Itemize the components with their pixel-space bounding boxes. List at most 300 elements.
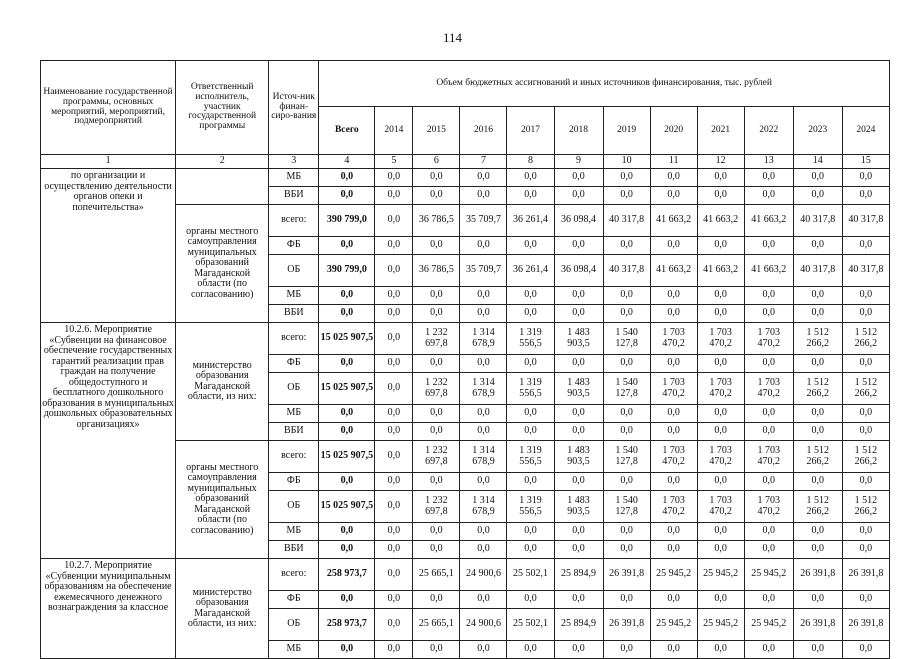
value-cell: 0,0 xyxy=(375,373,413,405)
value-cell: 0,0 xyxy=(507,169,554,187)
total-cell: 0,0 xyxy=(319,187,375,205)
value-cell: 0,0 xyxy=(554,287,603,305)
value-cell: 1 512 266,2 xyxy=(842,441,889,473)
value-cell: 0,0 xyxy=(842,355,889,373)
value-cell: 1 314 678,9 xyxy=(460,323,507,355)
header-amount: Объем бюджетных ассигнований и иных источников финансирования, тыс. рублей xyxy=(319,61,890,107)
funding-source: ФБ xyxy=(269,355,319,373)
value-cell: 0,0 xyxy=(460,237,507,255)
value-cell: 0,0 xyxy=(460,423,507,441)
value-cell: 25 945,2 xyxy=(650,609,697,641)
value-cell: 0,0 xyxy=(842,473,889,491)
column-number: 14 xyxy=(793,155,842,169)
header-year: 2024 xyxy=(842,107,889,155)
value-cell: 0,0 xyxy=(413,641,460,659)
header-name: Наименование государственной программы, основных мероприятий, мероприятий, подмероприятий xyxy=(41,61,176,155)
value-cell: 0,0 xyxy=(744,591,793,609)
value-cell: 1 512 266,2 xyxy=(793,323,842,355)
value-cell: 0,0 xyxy=(697,641,744,659)
budget-table xyxy=(40,60,890,659)
total-cell: 258 973,7 xyxy=(319,559,375,591)
value-cell: 1 703 470,2 xyxy=(697,323,744,355)
value-cell: 25 894,9 xyxy=(554,559,603,591)
value-cell: 0,0 xyxy=(507,355,554,373)
header-year: 2017 xyxy=(507,107,554,155)
funding-source: всего: xyxy=(269,205,319,237)
value-cell: 0,0 xyxy=(413,523,460,541)
value-cell: 0,0 xyxy=(507,287,554,305)
value-cell: 1 314 678,9 xyxy=(460,441,507,473)
value-cell: 0,0 xyxy=(793,355,842,373)
total-cell: 258 973,7 xyxy=(319,609,375,641)
funding-source: ФБ xyxy=(269,473,319,491)
header-year: 2019 xyxy=(603,107,650,155)
value-cell: 0,0 xyxy=(413,473,460,491)
table-row xyxy=(41,559,890,591)
column-number: 15 xyxy=(842,155,889,169)
value-cell: 0,0 xyxy=(793,423,842,441)
value-cell: 0,0 xyxy=(375,305,413,323)
header-executor: Ответственный исполнитель, участник государственной программы xyxy=(176,61,269,155)
value-cell: 0,0 xyxy=(603,187,650,205)
value-cell: 41 663,2 xyxy=(744,255,793,287)
value-cell: 0,0 xyxy=(744,169,793,187)
funding-source: всего: xyxy=(269,559,319,591)
value-cell: 0,0 xyxy=(842,523,889,541)
column-number: 5 xyxy=(375,155,413,169)
value-cell: 0,0 xyxy=(460,541,507,559)
value-cell: 0,0 xyxy=(793,591,842,609)
value-cell: 0,0 xyxy=(697,523,744,541)
value-cell: 25 945,2 xyxy=(744,559,793,591)
value-cell: 0,0 xyxy=(842,541,889,559)
column-number: 6 xyxy=(413,155,460,169)
value-cell: 0,0 xyxy=(650,591,697,609)
total-cell: 0,0 xyxy=(319,355,375,373)
total-cell: 0,0 xyxy=(319,237,375,255)
value-cell: 25 945,2 xyxy=(697,559,744,591)
value-cell: 0,0 xyxy=(375,541,413,559)
value-cell: 0,0 xyxy=(793,405,842,423)
value-cell: 0,0 xyxy=(842,641,889,659)
value-cell: 0,0 xyxy=(697,355,744,373)
total-cell: 0,0 xyxy=(319,473,375,491)
total-cell: 0,0 xyxy=(319,287,375,305)
value-cell: 0,0 xyxy=(842,187,889,205)
value-cell: 0,0 xyxy=(650,355,697,373)
value-cell: 1 703 470,2 xyxy=(697,441,744,473)
value-cell: 1 319 556,5 xyxy=(507,441,554,473)
header-year: 2014 xyxy=(375,107,413,155)
executor: министерство образования Магаданской области, из них: xyxy=(176,559,269,659)
funding-source: всего: xyxy=(269,441,319,473)
funding-source: ОБ xyxy=(269,609,319,641)
value-cell: 0,0 xyxy=(460,641,507,659)
value-cell: 0,0 xyxy=(507,423,554,441)
value-cell: 0,0 xyxy=(650,473,697,491)
value-cell: 0,0 xyxy=(697,169,744,187)
value-cell: 0,0 xyxy=(507,591,554,609)
value-cell: 0,0 xyxy=(793,305,842,323)
value-cell: 26 391,8 xyxy=(793,559,842,591)
value-cell: 0,0 xyxy=(375,255,413,287)
column-number: 12 xyxy=(697,155,744,169)
value-cell: 0,0 xyxy=(793,473,842,491)
value-cell: 0,0 xyxy=(650,641,697,659)
column-number: 11 xyxy=(650,155,697,169)
value-cell: 40 317,8 xyxy=(793,255,842,287)
value-cell: 0,0 xyxy=(460,523,507,541)
funding-source: МБ xyxy=(269,287,319,305)
column-number: 3 xyxy=(269,155,319,169)
value-cell: 0,0 xyxy=(554,473,603,491)
column-number: 4 xyxy=(319,155,375,169)
value-cell: 40 317,8 xyxy=(603,255,650,287)
total-cell: 390 799,0 xyxy=(319,205,375,237)
value-cell: 0,0 xyxy=(375,187,413,205)
value-cell: 1 319 556,5 xyxy=(507,373,554,405)
value-cell: 26 391,8 xyxy=(842,609,889,641)
value-cell: 40 317,8 xyxy=(842,255,889,287)
value-cell: 0,0 xyxy=(744,287,793,305)
executor: органы местного самоуправления муниципальных образований Магаданской области (по согласованию) xyxy=(176,205,269,323)
value-cell: 0,0 xyxy=(603,355,650,373)
value-cell: 0,0 xyxy=(554,541,603,559)
value-cell: 0,0 xyxy=(413,169,460,187)
value-cell: 0,0 xyxy=(460,591,507,609)
total-cell: 0,0 xyxy=(319,523,375,541)
value-cell: 25 665,1 xyxy=(413,559,460,591)
value-cell: 1 703 470,2 xyxy=(744,373,793,405)
value-cell: 0,0 xyxy=(842,287,889,305)
total-cell: 0,0 xyxy=(319,641,375,659)
value-cell: 0,0 xyxy=(793,641,842,659)
value-cell: 25 945,2 xyxy=(697,609,744,641)
value-cell: 1 703 470,2 xyxy=(697,373,744,405)
table-row xyxy=(41,323,890,355)
value-cell: 0,0 xyxy=(603,541,650,559)
value-cell: 0,0 xyxy=(554,355,603,373)
value-cell: 0,0 xyxy=(842,237,889,255)
value-cell: 1 319 556,5 xyxy=(507,491,554,523)
value-cell: 0,0 xyxy=(413,355,460,373)
header-year: 2021 xyxy=(697,107,744,155)
value-cell: 41 663,2 xyxy=(650,255,697,287)
value-cell: 1 512 266,2 xyxy=(793,491,842,523)
value-cell: 0,0 xyxy=(413,541,460,559)
value-cell: 25 945,2 xyxy=(650,559,697,591)
funding-source: ФБ xyxy=(269,591,319,609)
value-cell: 41 663,2 xyxy=(650,205,697,237)
funding-source: всего: xyxy=(269,323,319,355)
column-number: 8 xyxy=(507,155,554,169)
value-cell: 1 483 903,5 xyxy=(554,373,603,405)
value-cell: 1 703 470,2 xyxy=(650,373,697,405)
value-cell: 41 663,2 xyxy=(697,255,744,287)
value-cell: 1 703 470,2 xyxy=(744,441,793,473)
value-cell: 0,0 xyxy=(744,305,793,323)
value-cell: 0,0 xyxy=(697,287,744,305)
column-number: 9 xyxy=(554,155,603,169)
value-cell: 0,0 xyxy=(507,237,554,255)
column-number: 7 xyxy=(460,155,507,169)
value-cell: 0,0 xyxy=(413,187,460,205)
value-cell: 0,0 xyxy=(697,187,744,205)
value-cell: 0,0 xyxy=(554,169,603,187)
value-cell: 26 391,8 xyxy=(603,559,650,591)
value-cell: 1 703 470,2 xyxy=(650,491,697,523)
value-cell: 0,0 xyxy=(744,355,793,373)
value-cell: 0,0 xyxy=(744,423,793,441)
value-cell: 0,0 xyxy=(375,441,413,473)
value-cell: 0,0 xyxy=(697,541,744,559)
value-cell: 0,0 xyxy=(413,237,460,255)
value-cell: 0,0 xyxy=(744,641,793,659)
funding-source: ОБ xyxy=(269,255,319,287)
total-cell: 0,0 xyxy=(319,405,375,423)
value-cell: 0,0 xyxy=(842,169,889,187)
value-cell: 0,0 xyxy=(793,237,842,255)
value-cell: 0,0 xyxy=(375,523,413,541)
value-cell: 40 317,8 xyxy=(842,205,889,237)
value-cell: 0,0 xyxy=(650,523,697,541)
value-cell: 0,0 xyxy=(554,591,603,609)
value-cell: 0,0 xyxy=(650,423,697,441)
value-cell: 0,0 xyxy=(375,237,413,255)
value-cell: 0,0 xyxy=(554,305,603,323)
value-cell: 0,0 xyxy=(650,237,697,255)
value-cell: 0,0 xyxy=(744,237,793,255)
value-cell: 0,0 xyxy=(460,473,507,491)
value-cell: 1 319 556,5 xyxy=(507,323,554,355)
value-cell: 0,0 xyxy=(375,473,413,491)
value-cell: 0,0 xyxy=(697,405,744,423)
value-cell: 1 540 127,8 xyxy=(603,373,650,405)
page-number: 114 xyxy=(442,30,463,45)
value-cell: 0,0 xyxy=(554,237,603,255)
funding-source: ВБИ xyxy=(269,187,319,205)
value-cell: 0,0 xyxy=(744,473,793,491)
value-cell: 0,0 xyxy=(842,423,889,441)
funding-source: ФБ xyxy=(269,237,319,255)
value-cell: 0,0 xyxy=(507,473,554,491)
total-cell: 0,0 xyxy=(319,305,375,323)
funding-source: ОБ xyxy=(269,491,319,523)
value-cell: 0,0 xyxy=(603,423,650,441)
value-cell: 0,0 xyxy=(375,323,413,355)
value-cell: 0,0 xyxy=(603,237,650,255)
value-cell: 1 232 697,8 xyxy=(413,491,460,523)
value-cell: 1 540 127,8 xyxy=(603,441,650,473)
value-cell: 1 483 903,5 xyxy=(554,323,603,355)
value-cell: 25 502,1 xyxy=(507,609,554,641)
value-cell: 0,0 xyxy=(460,405,507,423)
executor: министерство образования Магаданской области, из них: xyxy=(176,323,269,441)
executor: органы местного самоуправления муниципальных образований Магаданской области (по согласованию) xyxy=(176,441,269,559)
value-cell: 0,0 xyxy=(460,355,507,373)
value-cell: 0,0 xyxy=(697,423,744,441)
value-cell: 0,0 xyxy=(744,405,793,423)
header-year: 2015 xyxy=(413,107,460,155)
value-cell: 26 391,8 xyxy=(603,609,650,641)
column-number: 13 xyxy=(744,155,793,169)
value-cell: 0,0 xyxy=(603,591,650,609)
value-cell: 0,0 xyxy=(697,591,744,609)
funding-source: МБ xyxy=(269,405,319,423)
value-cell: 0,0 xyxy=(793,523,842,541)
value-cell: 0,0 xyxy=(603,473,650,491)
value-cell: 1 703 470,2 xyxy=(744,491,793,523)
value-cell: 35 709,7 xyxy=(460,255,507,287)
value-cell: 0,0 xyxy=(375,169,413,187)
column-number: 2 xyxy=(176,155,269,169)
value-cell: 0,0 xyxy=(413,423,460,441)
value-cell: 0,0 xyxy=(375,591,413,609)
value-cell: 36 786,5 xyxy=(413,255,460,287)
value-cell: 40 317,8 xyxy=(603,205,650,237)
value-cell: 1 703 470,2 xyxy=(697,491,744,523)
funding-source: МБ xyxy=(269,641,319,659)
value-cell: 0,0 xyxy=(507,305,554,323)
column-number: 10 xyxy=(603,155,650,169)
value-cell: 1 703 470,2 xyxy=(650,323,697,355)
total-cell: 15 025 907,5 xyxy=(319,441,375,473)
value-cell: 40 317,8 xyxy=(793,205,842,237)
value-cell: 25 665,1 xyxy=(413,609,460,641)
header-year: 2022 xyxy=(744,107,793,155)
value-cell: 0,0 xyxy=(650,405,697,423)
value-cell: 0,0 xyxy=(697,237,744,255)
value-cell: 1 512 266,2 xyxy=(842,491,889,523)
value-cell: 0,0 xyxy=(460,169,507,187)
value-cell: 41 663,2 xyxy=(697,205,744,237)
value-cell: 0,0 xyxy=(413,305,460,323)
activity-name: 10.2.6. Мероприятие «Субвенции на финансовое обеспечение государственных гарантий реализации прав граждан на получение общедоступного и бесплатного дошкольного образования в муниципальных дошкольных образовательных организациях» xyxy=(41,323,176,559)
value-cell: 0,0 xyxy=(554,641,603,659)
total-cell: 0,0 xyxy=(319,169,375,187)
value-cell: 0,0 xyxy=(744,523,793,541)
value-cell: 1 512 266,2 xyxy=(842,323,889,355)
funding-source: ОБ xyxy=(269,373,319,405)
value-cell: 0,0 xyxy=(603,287,650,305)
value-cell: 0,0 xyxy=(650,187,697,205)
value-cell: 41 663,2 xyxy=(744,205,793,237)
value-cell: 0,0 xyxy=(375,405,413,423)
value-cell: 36 786,5 xyxy=(413,205,460,237)
value-cell: 0,0 xyxy=(842,405,889,423)
value-cell: 1 483 903,5 xyxy=(554,441,603,473)
executor xyxy=(176,169,269,205)
activity-name: по организации и осуществлению деятельности органов опеки и попечительства» xyxy=(41,169,176,323)
value-cell: 0,0 xyxy=(793,169,842,187)
value-cell: 0,0 xyxy=(507,541,554,559)
value-cell: 0,0 xyxy=(375,491,413,523)
value-cell: 1 232 697,8 xyxy=(413,441,460,473)
funding-source: МБ xyxy=(269,523,319,541)
value-cell: 0,0 xyxy=(650,305,697,323)
value-cell: 1 314 678,9 xyxy=(460,491,507,523)
header-year: 2023 xyxy=(793,107,842,155)
value-cell: 0,0 xyxy=(793,287,842,305)
value-cell: 0,0 xyxy=(375,355,413,373)
value-cell: 1 703 470,2 xyxy=(650,441,697,473)
value-cell: 0,0 xyxy=(603,523,650,541)
column-number: 1 xyxy=(41,155,176,169)
value-cell: 0,0 xyxy=(375,287,413,305)
value-cell: 0,0 xyxy=(603,641,650,659)
value-cell: 1 232 697,8 xyxy=(413,323,460,355)
value-cell: 0,0 xyxy=(842,591,889,609)
header-year: 2018 xyxy=(554,107,603,155)
value-cell: 1 512 266,2 xyxy=(793,441,842,473)
value-cell: 36 261,4 xyxy=(507,205,554,237)
value-cell: 0,0 xyxy=(603,305,650,323)
funding-source: ВБИ xyxy=(269,423,319,441)
value-cell: 0,0 xyxy=(460,305,507,323)
total-cell: 390 799,0 xyxy=(319,255,375,287)
value-cell: 1 314 678,9 xyxy=(460,373,507,405)
value-cell: 0,0 xyxy=(413,287,460,305)
value-cell: 0,0 xyxy=(507,641,554,659)
value-cell: 36 261,4 xyxy=(507,255,554,287)
value-cell: 25 894,9 xyxy=(554,609,603,641)
value-cell: 35 709,7 xyxy=(460,205,507,237)
table-row xyxy=(41,169,890,187)
funding-source: ВБИ xyxy=(269,541,319,559)
value-cell: 0,0 xyxy=(793,541,842,559)
value-cell: 25 945,2 xyxy=(744,609,793,641)
value-cell: 0,0 xyxy=(650,287,697,305)
value-cell: 1 232 697,8 xyxy=(413,373,460,405)
value-cell: 0,0 xyxy=(554,405,603,423)
value-cell: 0,0 xyxy=(842,305,889,323)
value-cell: 0,0 xyxy=(375,641,413,659)
header-total: Всего xyxy=(319,107,375,155)
value-cell: 0,0 xyxy=(603,405,650,423)
value-cell: 25 502,1 xyxy=(507,559,554,591)
value-cell: 0,0 xyxy=(650,541,697,559)
header-source: Источ-ник финан-сиро-вания xyxy=(269,61,319,155)
value-cell: 24 900,6 xyxy=(460,609,507,641)
value-cell: 0,0 xyxy=(507,187,554,205)
value-cell: 0,0 xyxy=(697,305,744,323)
value-cell: 0,0 xyxy=(554,187,603,205)
value-cell: 0,0 xyxy=(413,591,460,609)
value-cell: 1 512 266,2 xyxy=(842,373,889,405)
value-cell: 0,0 xyxy=(507,523,554,541)
value-cell: 0,0 xyxy=(744,541,793,559)
value-cell: 0,0 xyxy=(603,169,650,187)
header-year: 2020 xyxy=(650,107,697,155)
value-cell: 0,0 xyxy=(650,169,697,187)
total-cell: 15 025 907,5 xyxy=(319,491,375,523)
value-cell: 0,0 xyxy=(375,205,413,237)
total-cell: 15 025 907,5 xyxy=(319,323,375,355)
value-cell: 0,0 xyxy=(413,405,460,423)
value-cell: 26 391,8 xyxy=(842,559,889,591)
value-cell: 1 540 127,8 xyxy=(603,491,650,523)
value-cell: 0,0 xyxy=(375,559,413,591)
value-cell: 24 900,6 xyxy=(460,559,507,591)
value-cell: 1 483 903,5 xyxy=(554,491,603,523)
value-cell: 0,0 xyxy=(460,187,507,205)
total-cell: 0,0 xyxy=(319,423,375,441)
table-body xyxy=(41,61,890,659)
value-cell: 1 512 266,2 xyxy=(793,373,842,405)
value-cell: 0,0 xyxy=(554,523,603,541)
value-cell: 0,0 xyxy=(375,423,413,441)
value-cell: 0,0 xyxy=(697,473,744,491)
